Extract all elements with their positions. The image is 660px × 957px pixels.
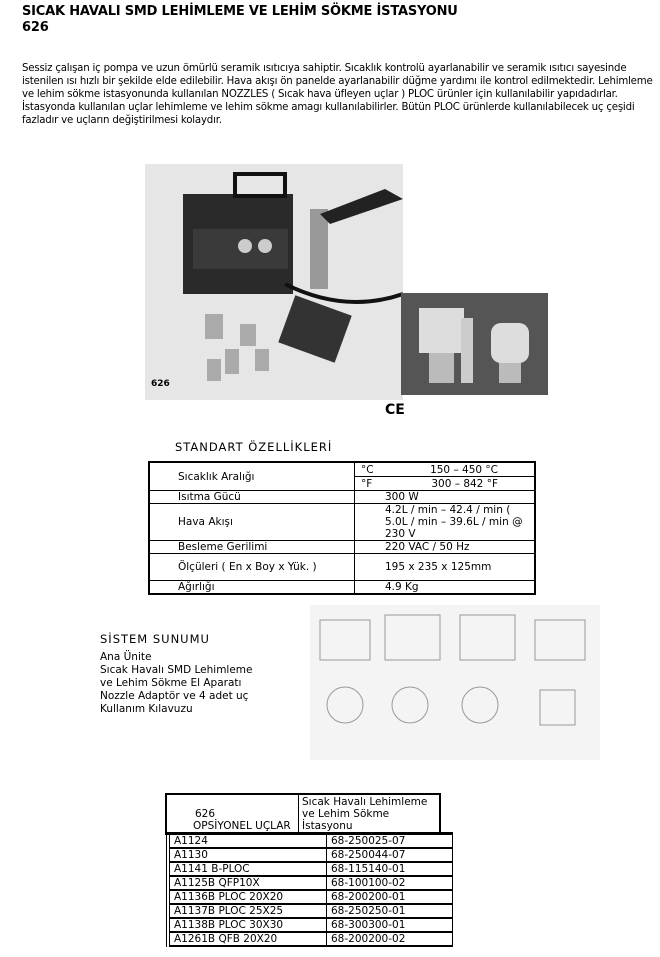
table-row [168, 904, 453, 918]
spec-value [355, 462, 536, 477]
part-name: A1138B PLOC 30X30 [168, 918, 327, 932]
part-number: 68-300300-01 [327, 918, 453, 932]
description: Sessiz çalışan iç pompa ve uzun ömürlü seramik ısıtıcıya sahiptir. Sıcaklık kontrolü ayarlanabilir ve seramik ısıtıcı sayesinde istenilen ısı hızlı bir şekilde elde edilebilir. Hava akışı ön panelde ayarlanabilir düğme yardımı ile kontrol edilmektedir. Lehimleme ve lehim sökme istasyonunda kullanılan NOZZLES ( Sıcak hava üfleyen uçlar ) PLOC ürünler için kullanılabilir yapıdadırlar. İstasyonda kullanılan uçlar lehimleme ve lehim sökme amagı kullanılabilirler. Bütün PLOC ürünlerde kullanılabilecek uç çeşidi fazladır ve uçların değiştirilmesi kolaydır. [22, 63, 653, 126]
title-line: SICAK HAVALI SMD LEHİMLEME VE LEHİM SÖKME İSTASYONU [22, 4, 458, 19]
page-title [22, 4, 458, 36]
photo-label: 626 [151, 379, 170, 389]
spec-label: Sıcaklık Aralığı [149, 462, 355, 491]
table-row [149, 541, 535, 554]
part-name: A1124 [168, 834, 327, 848]
part-name: A1141 B-PLOC [168, 862, 327, 876]
list-item: Sıcak Havalı SMD Lehimleme [100, 664, 253, 676]
system-title: SİSTEM SUNUMU [100, 632, 210, 646]
table-row [149, 581, 535, 595]
nozzle-photo [401, 293, 548, 395]
specs-title: STANDART ÖZELLİKLERİ [175, 440, 333, 454]
table-row [168, 932, 453, 946]
part-name: A1125B QFP10X [168, 876, 327, 890]
unit: °F [361, 477, 373, 490]
spec-value: 300 W [355, 491, 536, 504]
unit: °C [361, 463, 374, 476]
table-row [149, 554, 535, 581]
model-number: 626 [22, 20, 49, 35]
part-number: 68-250250-01 [327, 904, 453, 918]
part-number: 68-115140-01 [327, 862, 453, 876]
part-number: 68-250044-07 [327, 848, 453, 862]
table-row [168, 890, 453, 904]
spec-value: 220 VAC / 50 Hz [355, 541, 536, 554]
temp-c: 150 – 450 °C [430, 463, 498, 476]
specs-table [148, 461, 536, 595]
spec-label: Ölçüleri ( En x Boy x Yük. ) [149, 554, 355, 581]
table-row [168, 862, 453, 876]
spec-label: Ağırlığı [149, 581, 355, 595]
list-item: Ana Ünite [100, 651, 152, 663]
part-number: 68-200200-01 [327, 890, 453, 904]
table-row [168, 876, 453, 890]
spec-value: 4.2L / min – 42.4 / min ( 5.0L / min – 39.6L / min @ 230 V [355, 504, 536, 541]
spec-value [355, 477, 536, 491]
table-row [168, 834, 453, 848]
ce-mark: CE [385, 402, 405, 418]
spec-value: 195 x 235 x 125mm [355, 554, 536, 581]
spec-label: Isıtma Gücü [149, 491, 355, 504]
table-row [168, 848, 453, 862]
options-title: OPSİYONEL UÇLAR [167, 820, 453, 834]
part-number: 68-250025-07 [327, 834, 453, 848]
product-photo [145, 164, 403, 400]
list-item: Kullanım Kılavuzu [100, 703, 193, 715]
system-list [100, 651, 253, 716]
options-table [166, 833, 453, 947]
part-name: A1130 [168, 848, 327, 862]
nozzle-diagram [310, 605, 600, 760]
product-name: Sıcak Havalı Lehimleme ve Lehim Sökme İstasyonu [299, 794, 441, 834]
list-item: Nozzle Adaptör ve 4 adet uç [100, 690, 249, 702]
spec-label: Hava Akışı [149, 504, 355, 541]
table-row [149, 491, 535, 504]
spec-label: Besleme Gerilimi [149, 541, 355, 554]
part-name: A1261B QFB 20X20 [168, 932, 327, 946]
part-name: A1137B PLOC 25X25 [168, 904, 327, 918]
table-row [168, 918, 453, 932]
part-number: 68-100100-02 [327, 876, 453, 890]
spec-value: 4.9 Kg [355, 581, 536, 595]
product-code: 626 [166, 794, 299, 834]
part-name: A1136B PLOC 20X20 [168, 890, 327, 904]
temp-f: 300 – 842 °F [431, 477, 498, 490]
part-number: 68-200200-02 [327, 932, 453, 946]
list-item: ve Lehim Sökme El Aparatı [100, 677, 242, 689]
table-row [149, 504, 535, 541]
